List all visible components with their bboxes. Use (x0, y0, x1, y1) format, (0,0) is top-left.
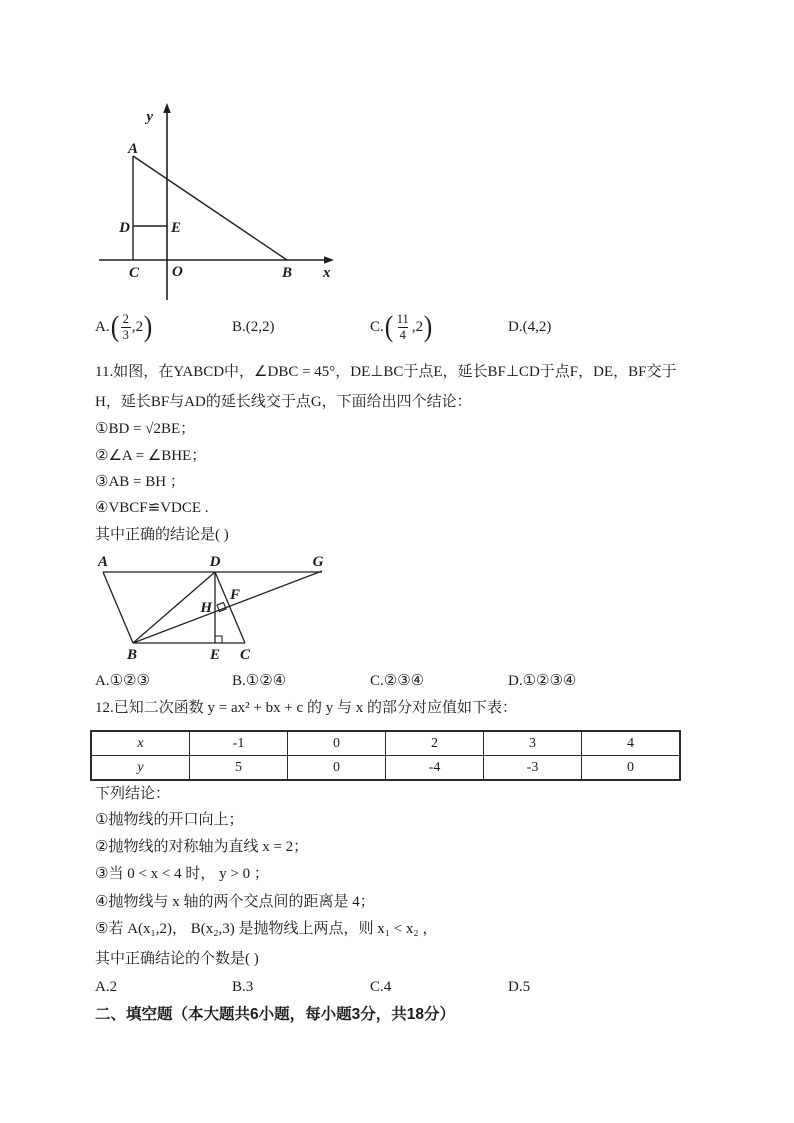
label-C: C (239, 647, 251, 663)
table-cell: 0 (582, 756, 681, 781)
q11-conclusion-3: ③AB = BH ； (95, 474, 185, 490)
label-F: F (230, 587, 241, 603)
option-label: B. (232, 318, 246, 335)
table-cell: -4 (386, 756, 484, 781)
label-E: E (209, 647, 221, 663)
q12-conclusion-2: ②抛物线的对称轴为直线 x = 2； (95, 839, 309, 855)
q12-conclusion-4: ④抛物线与 x 轴的两个交点间的距离是 4； (95, 894, 375, 910)
table-row (91, 756, 680, 781)
close-paren: ) (423, 310, 433, 343)
label-E: E (171, 220, 182, 236)
option-a: A.2 (95, 979, 118, 995)
table-cell: 5 (190, 756, 288, 781)
q11-options-row (95, 671, 735, 691)
q12-conclusion-1: ①抛物线的开口向上； (95, 812, 244, 828)
option-c: C.②③④ (370, 673, 425, 689)
option-c: C.4 (370, 979, 392, 995)
option-label: A. (95, 318, 110, 335)
segment-AB (133, 156, 287, 260)
label-D: D (119, 220, 130, 236)
label-G: G (312, 554, 324, 570)
option-d (508, 306, 551, 348)
label-A: A (127, 141, 138, 157)
right-angle-at-E (215, 636, 222, 643)
q11-stem-line1: 11.如图，在YABCD中，∠DBC = 45°，DE⊥BC于点E，延长BF⊥CD于点F，DE，BF交于 (95, 364, 677, 380)
option-text: (2,2) (245, 318, 275, 335)
option-d: D.①②③④ (508, 673, 577, 689)
q11-stem-line2: H，延长BF与AD的延长线交于点G，下面给出四个结论： (95, 394, 472, 410)
q12-intro: 下列结论： (95, 786, 171, 802)
table-cell: -1 (190, 731, 288, 756)
open-paren: ( (110, 310, 119, 343)
open-paren: ( (384, 310, 394, 343)
table-row (91, 731, 680, 756)
section2-header: 二、填空题（本大题共6小题，每小题3分，共18分） (95, 1006, 455, 1023)
label-B: B (281, 265, 293, 281)
option-a: A.①②③ (95, 673, 150, 689)
q12-conclusion-5: ⑤若 A(x₁,2)， B(x₂,3) 是抛物线上两点，则 x₁ < x₂ ， (95, 921, 438, 937)
x-axis-arrow-icon (324, 256, 334, 264)
table-header-cell: x (91, 731, 190, 756)
table-cell: -3 (484, 756, 582, 781)
segment-AB (103, 572, 133, 643)
q10-options-row (95, 306, 735, 348)
option-a (95, 306, 153, 348)
option-b: B.①②④ (232, 673, 287, 689)
q12-options-row (95, 979, 735, 999)
option-d: D.5 (508, 979, 531, 995)
option-b: B.3 (232, 979, 254, 995)
fraction: $\frac{2}{3}$ (122, 311, 129, 342)
option-label: C. (370, 318, 384, 335)
q12-stem: 12.已知二次函数 y = ax² + bx + c 的 y 与 x 的部分对应值如下表： (95, 700, 517, 716)
q12-conclusion-3: ③当 0 < x < 4 时， y > 0 ； (95, 866, 269, 882)
option-tail: ,2 (131, 318, 144, 335)
option-b (232, 306, 275, 348)
label-B: B (126, 647, 138, 663)
y-axis-arrow-icon (163, 103, 171, 113)
label-y: y (146, 109, 153, 125)
q12-question-end: 其中正确结论的个数是( ) (95, 951, 259, 967)
option-tail: ,2 (411, 318, 424, 335)
table-cell: 0 (288, 756, 386, 781)
segment-BG (133, 571, 322, 643)
label-C: C (128, 265, 140, 281)
q10-figure (95, 103, 340, 303)
table-cell: 3 (484, 731, 582, 756)
label-A: A (97, 554, 109, 570)
q11-question-end: 其中正确的结论是( ) (95, 527, 229, 543)
label-x: x (323, 265, 331, 281)
table-cell: 4 (582, 731, 681, 756)
table-cell: 2 (386, 731, 484, 756)
option-text: (4,2) (522, 318, 552, 335)
q11-figure (95, 550, 335, 665)
close-paren: ) (143, 310, 153, 343)
table-header-cell: y (91, 756, 190, 781)
q11-conclusion-4: ④VBCF≌VDCE . (95, 500, 209, 516)
q12-table (90, 730, 681, 781)
option-label: D. (508, 318, 523, 335)
segment-DC (215, 572, 245, 643)
option-c (370, 306, 433, 348)
label-O: O (172, 264, 183, 280)
table-cell: 0 (288, 731, 386, 756)
q11-conclusion-1: ①BD = √2BE； (95, 421, 196, 437)
label-H: H (200, 600, 212, 616)
label-D: D (209, 554, 221, 570)
fraction: $\frac{11}{4}$ (396, 311, 409, 342)
q11-conclusion-2: ②∠A = ∠BHE； (95, 448, 207, 464)
